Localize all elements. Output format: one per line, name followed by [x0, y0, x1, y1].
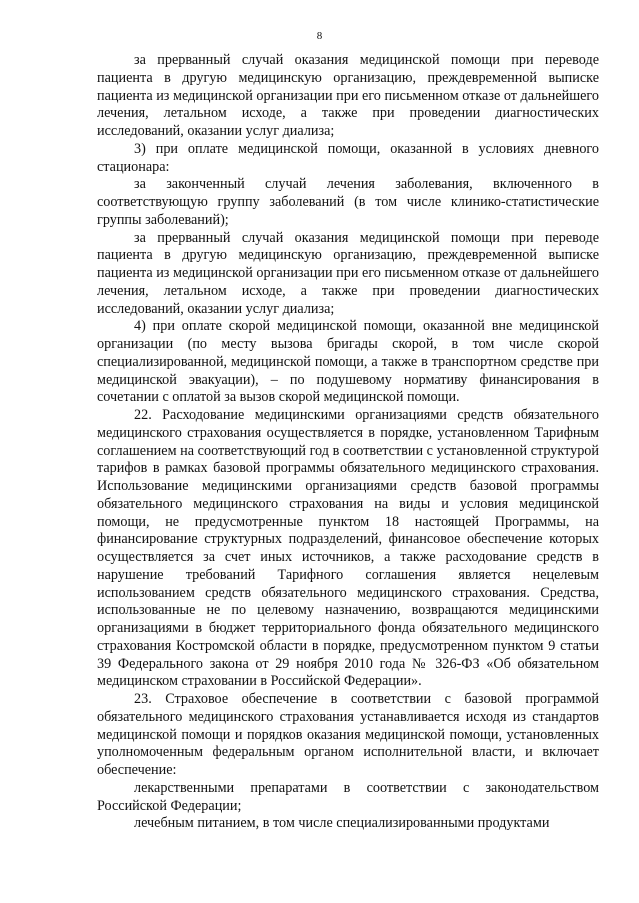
- paragraph-item-3-day-hospital: 3) при оплате медицинской помощи, оказанной в условиях дневного стационара:: [97, 140, 599, 175]
- page-number: 8: [316, 30, 323, 42]
- paragraph-interrupted-case-day-hospital: за прерванный случай оказания медицинской помощи при переводе пациента в другую медицинскую организацию, преждевременной выписке пациента из медицинской организации при его письменном отказе от дальнейшего лечения, летальном исходе, а также при проведении диагностических исследований, оказании услуг диализа;: [97, 229, 599, 317]
- document-body: [97, 52, 599, 833]
- paragraph-medicines: лекарственными препаратами в соответствии с законодательством Российской Федерации;: [97, 779, 599, 814]
- paragraph-therapeutic-nutrition: лечебным питанием, в том числе специализированными продуктами: [134, 815, 550, 832]
- paragraph-completed-case: за законченный случай лечения заболевания, включенного в соответствующую группу заболеваний (в том числе клинико-статистические группы заболеваний);: [97, 176, 599, 228]
- paragraph-item-4-emergency: 4) при оплате скорой медицинской помощи, оказанной вне медицинской организации (по месту вызова бригады скорой, в том числе скорой специализированной, медицинской помощи, а также в транспортном средстве при медицинской эвакуации), – по подушевому нормативу финансирования в сочетании с оплатой за вызов скорой медицинской помощи.: [97, 318, 599, 406]
- paragraph-clause-23: 23. Страховое обеспечение в соответствии с базовой программой обязательного медицинского страхования устанавливается исходя из стандартов медицинской помощи и порядков оказания медицинской помощи, установленных уполномоченным федеральным органом исполнительной власти, и включает обеспечение:: [97, 691, 599, 778]
- paragraph-clause-22: 22. Расходование медицинскими организациями средств обязательного медицинского страхования осуществляется в порядке, установленном Тарифным соглашением на соответствующий год в соответствии с установленной структурой тарифов в рамках базовой программы обязательного медицинского страхования. Использование медицинскими организациями средств базовой программы обязательного медицинского страхования на виды и условия медицинской помощи, не предусмотренные пунктом 18 настоящей Программы, на финансирование структурных подразделений, финансовое обеспечение которых осуществляется за счет иных источников, а также расходование средств в нарушение требований Тарифного соглашения является нецелевым использованием средств обязательного медицинского страхования. Средства, использованные не по целевому назначению, возвращаются медицинскими организациями в бюджет территориального фонда обязательного медицинского страхования Костромской области в порядке, предусмотренном пунктом 9 статьи 39 Федерального закона от 29 ноября 2010 года № 326-ФЗ «Об обязательном медицинском страховании в Российской Федерации».: [97, 407, 599, 690]
- paragraph-interrupted-case-hospital: за прерванный случай оказания медицинской помощи при переводе пациента в другую медицинскую организацию, преждевременной выписке пациента из медицинской организации при его письменном отказе от дальнейшего лечения, летальном исходе, а также при проведении диагностических исследований, оказании услуг диализа;: [97, 52, 599, 139]
